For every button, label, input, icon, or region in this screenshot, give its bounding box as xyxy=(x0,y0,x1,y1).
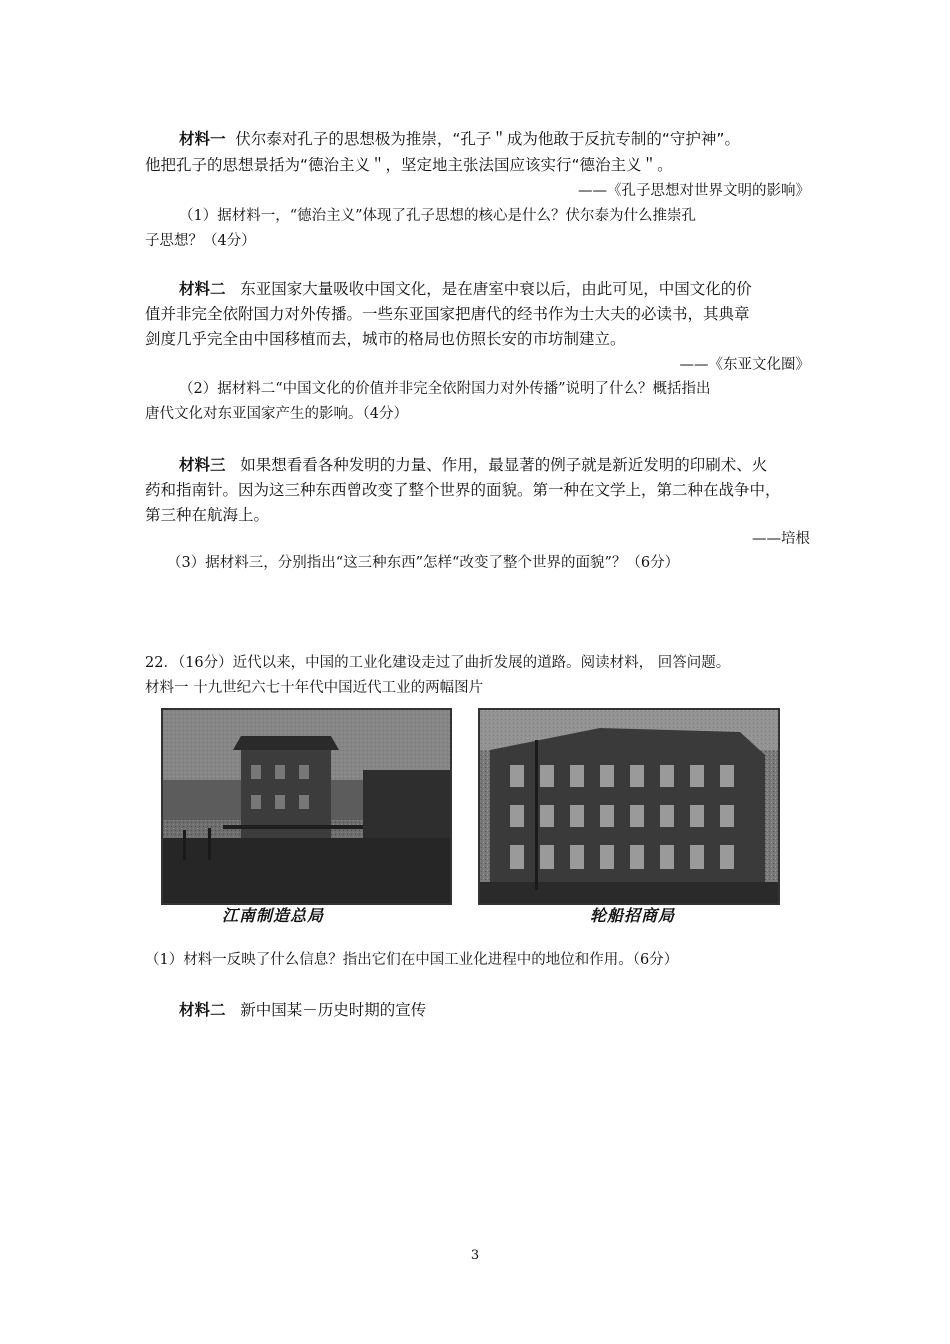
jiangnan-arsenal-caption: 江南制造总局 xyxy=(222,906,325,925)
material-2-source: ——《东亚文化圈》 xyxy=(679,357,810,373)
question-22-material-2: 材料二 新中国某－历史时期的宣传 xyxy=(179,1001,427,1019)
material-2-line-2: 值并非完全依附国力对外传播。一些东亚国家把唐代的经书作为士大夫的必读书，其典章 xyxy=(145,305,750,323)
page-number: 3 xyxy=(470,1248,480,1263)
question-2-line-1: （2）据材料二“中国文化的价值并非完全依附国力对外传播”说明了什么？概括指出 xyxy=(179,381,711,397)
china-merchants-photo xyxy=(478,708,780,905)
question-3-line-1: （3）据材料三，分别指出“这三种东西”怎样“改变了整个世界的面貌”？（6分） xyxy=(167,555,680,571)
material-3-label: 材料三 xyxy=(179,456,226,474)
material-1-source: ——《孔子思想对世界文明的影响》 xyxy=(578,183,810,199)
question-22-material-2-label: 材料二 xyxy=(179,1001,226,1019)
question-22-line-2: 材料一 十九世纪六七十年代中国近代工业的两幅图片 xyxy=(145,680,484,696)
material-1-label: 材料一 xyxy=(179,130,226,148)
china-merchants-caption: 轮船招商局 xyxy=(590,906,676,925)
material-2-label: 材料二 xyxy=(179,280,226,298)
question-1-line-1: （1）据材料一，“德治主义”体现了孔子思想的核心是什么？伏尔泰为什么推崇孔 xyxy=(179,208,697,224)
material-1-line-2: 他把孔子的思想景括为“德治主义＂，坚定地主张法国应该实行“德治主义＂。 xyxy=(145,156,673,174)
material-1-line-1: 材料一 伏尔泰对孔子的思想极为推崇，“孔子＂成为他敢于反抗专制的“守护神”。 xyxy=(179,130,740,148)
question-2-line-2: 唐代文化对东亚国家产生的影响。（4分） xyxy=(145,406,408,422)
material-2-line-3: 剑度几乎完全由中国移植而去，城市的格局也仿照长安的市坊制建立。 xyxy=(145,330,626,348)
question-1-line-2: 子思想？（4分） xyxy=(145,233,256,249)
material-3-line-3: 第三种在航海上。 xyxy=(145,506,270,524)
question-22-line-1: 22．（16分）近代以来，中国的工业化建设走过了曲折发展的道路。阅读材料， 回答问题。 xyxy=(145,655,731,671)
question-22-1: （1）材料一反映了什么信息？指出它们在中国工业化进程中的地位和作用。（6分） xyxy=(145,952,679,968)
material-2-line-1: 材料二 东亚国家大量吸收中国文化，是在唐室中衰以后，由此可见，中国文化的价 xyxy=(179,280,752,298)
material-3-line-1: 材料三 如果想看看各种发明的力量、作用，最显著的例子就是新近发明的印刷术、火 xyxy=(179,456,768,474)
material-3-line-2: 药和指南针。因为这三种东西曾改变了整个世界的面貌。第一种在文学上，第二种在战争中， xyxy=(145,481,781,499)
material-3-source: ——培根 xyxy=(752,531,810,547)
jiangnan-arsenal-photo xyxy=(161,708,452,905)
